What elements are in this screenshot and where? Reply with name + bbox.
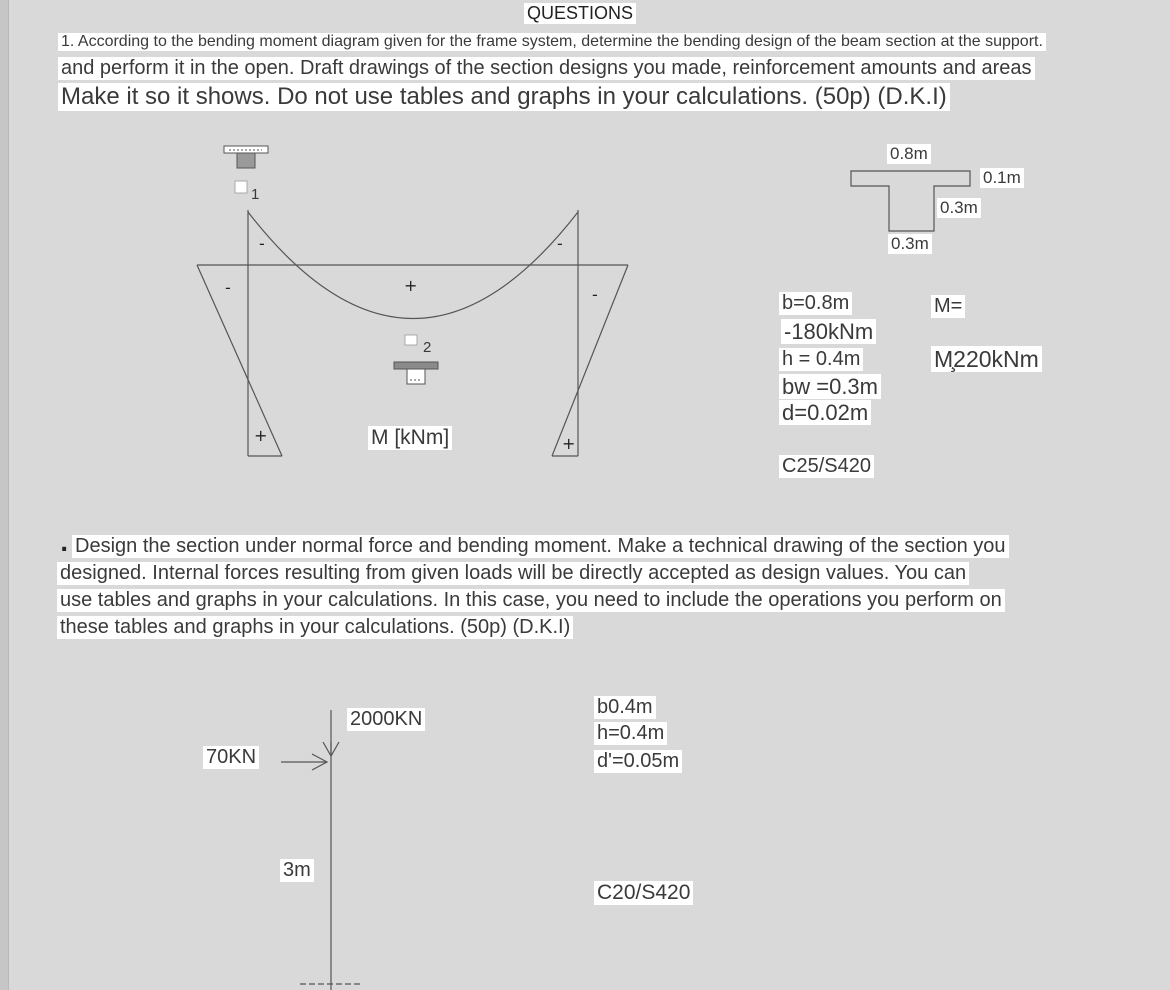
left-column-moment [197, 265, 282, 456]
param-b: b=0.8m [779, 292, 852, 315]
page-title: QUESTIONS [524, 3, 636, 24]
section-2-label: 2 [423, 339, 432, 356]
param-material-1: C25/S420 [779, 455, 874, 478]
column-sketch [281, 710, 362, 990]
right-column-moment [552, 265, 628, 456]
param-m-negative: -180kNm [781, 319, 876, 344]
q2-line-4: these tables and graphs in your calculations. (50p) (D.K.I) [57, 616, 573, 639]
moment-unit-label: M [kNm] [368, 426, 452, 450]
param-h: h = 0.4m [779, 348, 863, 371]
param-m-label: M= [931, 295, 965, 318]
t-web-width: 0.3m [888, 234, 932, 254]
t-flange-thickness: 0.1m [980, 168, 1024, 188]
param-m-positive: M̧220kNm [931, 346, 1042, 372]
param-d: d=0.02m [779, 400, 871, 425]
q1-line-3: Make it so it shows. Do not use tables and graphs in your calculations. (50p) (D.K.I) [58, 83, 950, 111]
q2-param-d-prime: d'=0.05m [594, 750, 682, 773]
sign-left-base: + [254, 426, 268, 445]
section-1-label: 1 [251, 186, 260, 203]
q2-bullet: . [60, 532, 69, 557]
sign-left-column-top: - [259, 234, 265, 253]
q1-line-1: 1. According to the bending moment diagram given for the frame system, determine the bending design of the beam section at the support. [58, 33, 1046, 51]
q2-line-1: Design the section under normal force and bending moment. Make a technical drawing of the section you [72, 535, 1009, 558]
column-height: 3m [280, 859, 314, 882]
q2-line-2: designed. Internal forces resulting from given loads will be directly accepted as design values. You can [57, 562, 969, 585]
q2-param-material: C20/S420 [594, 881, 693, 905]
q1-line-2: and perform it in the open. Draft drawings of the section designs you made, reinforcement amounts and areas [58, 57, 1035, 80]
t-web-height: 0.3m [937, 198, 981, 218]
q2-param-h: h=0.4m [594, 722, 667, 745]
q2-line-3: use tables and graphs in your calculations. In this case, you need to include the operations you perform on [57, 589, 1005, 612]
sign-beam-midspan: + [404, 276, 418, 295]
sign-left-overhang: - [225, 278, 231, 297]
sign-right-overhang: - [592, 285, 598, 304]
q2-param-b: b0.4m [594, 696, 656, 719]
load-horizontal: 70KN [203, 746, 259, 769]
param-bw: bw =0.3m [779, 374, 881, 399]
sign-right-base: + [562, 434, 576, 453]
t-flange-width: 0.8m [887, 144, 931, 164]
sign-right-column-top: - [557, 234, 563, 253]
load-vertical: 2000KN [347, 708, 425, 731]
